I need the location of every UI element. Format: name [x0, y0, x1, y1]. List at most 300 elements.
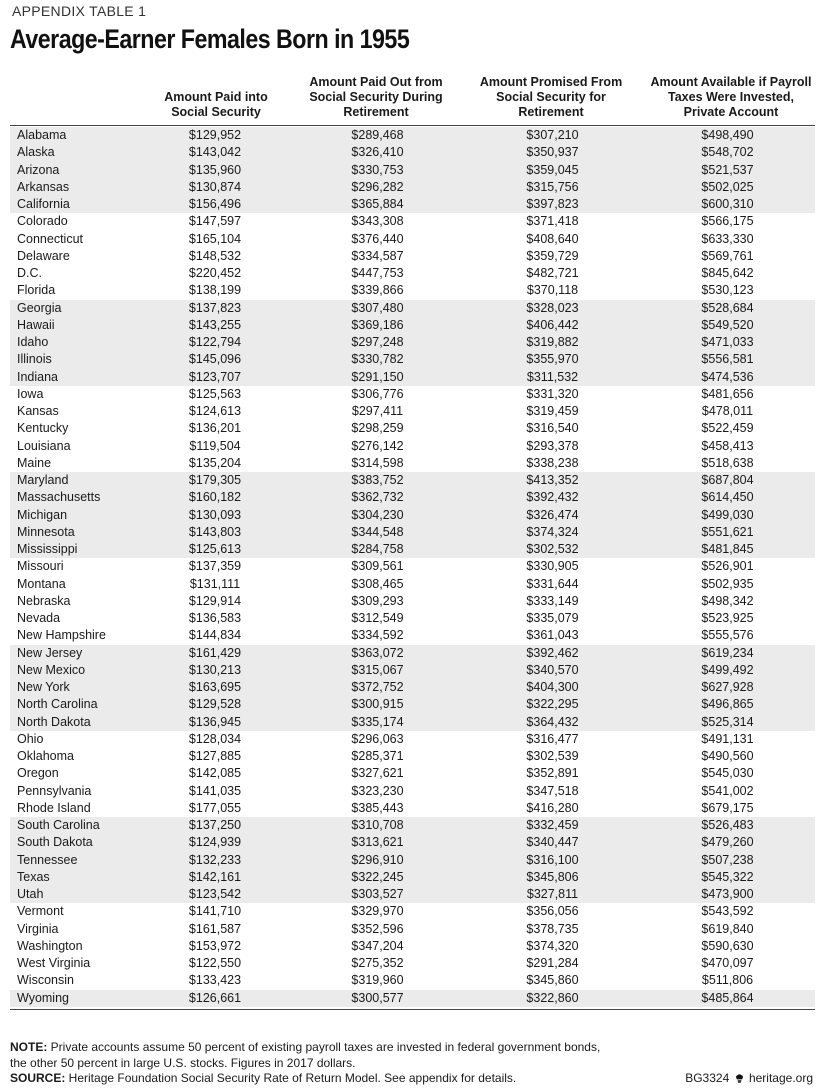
private-account-cell: $545,030 — [701, 766, 754, 781]
promised-cell: $335,079 — [526, 611, 579, 625]
promised-cell: $302,539 — [526, 749, 579, 763]
private-account-cell: $498,490 — [640, 127, 815, 144]
paid-in-cell: $136,945 — [140, 714, 290, 731]
paid-in-cell: $136,201 — [188, 421, 242, 436]
state-cell: Maryland — [10, 472, 140, 489]
column-header-promised: Amount Promised From Social Security for Retirement — [479, 75, 623, 119]
promised-cell: $345,860 — [526, 973, 579, 988]
private-account-cell: $551,621 — [640, 524, 815, 541]
paid-in-cell: $129,914 — [188, 593, 242, 608]
table-row — [10, 179, 815, 196]
table-row — [10, 524, 815, 541]
state-cell: Missouri — [17, 559, 64, 574]
table-row — [10, 852, 815, 869]
paid-out-cell: $309,561 — [351, 559, 404, 574]
promised-cell: $340,447 — [465, 834, 640, 851]
note-line — [10, 1040, 600, 1056]
promised-cell: $374,320 — [526, 938, 579, 953]
paid-in-cell: $147,597 — [188, 214, 242, 229]
state-cell: New Mexico — [10, 662, 140, 679]
table-row — [10, 231, 815, 248]
table-row — [10, 420, 815, 437]
paid-out-cell: $372,752 — [290, 679, 465, 696]
private-account-cell: $545,322 — [640, 869, 815, 886]
column-header-paid-out: Amount Paid Out from Social Security During Retirement — [309, 75, 443, 119]
promised-cell: $374,324 — [465, 524, 640, 541]
paid-out-cell: $298,259 — [351, 421, 404, 436]
private-account-cell: $525,314 — [640, 714, 815, 731]
table-row — [10, 196, 815, 213]
private-account-cell: $679,175 — [701, 800, 754, 815]
promised-cell: $347,518 — [526, 783, 579, 798]
state-cell: Utah — [10, 886, 140, 903]
table-header — [10, 74, 815, 124]
paid-in-cell: $122,794 — [140, 334, 290, 351]
table-row — [10, 334, 815, 351]
paid-in-cell: $142,085 — [188, 766, 242, 781]
private-account-cell: $526,483 — [640, 817, 815, 834]
state-cell: Georgia — [10, 300, 140, 317]
paid-out-cell: $334,592 — [351, 628, 404, 643]
paid-out-cell: $275,352 — [351, 956, 404, 970]
note-text: Private accounts assume 50 percent of existing payroll taxes are invested in federal government bonds, — [47, 1040, 601, 1054]
private-account-cell: $526,901 — [701, 559, 754, 574]
private-account-cell: $471,033 — [640, 334, 815, 351]
paid-in-cell: $127,885 — [188, 749, 242, 763]
state-cell: New Jersey — [10, 645, 140, 662]
source-text: Heritage Foundation Social Security Rate of Return Model. See appendix for details. — [65, 1071, 517, 1085]
private-account-cell: $490,560 — [701, 749, 754, 763]
promised-cell: $413,352 — [465, 472, 640, 489]
state-cell: Connecticut — [17, 231, 84, 246]
state-cell: Ohio — [17, 731, 44, 746]
table-row — [10, 472, 815, 489]
paid-out-cell: $304,230 — [290, 507, 465, 524]
paid-in-cell: $145,096 — [140, 351, 290, 368]
table-row — [10, 455, 815, 472]
private-account-cell: $845,642 — [701, 266, 754, 280]
paid-in-cell: $122,550 — [188, 956, 242, 970]
private-account-cell: $549,520 — [640, 317, 815, 334]
paid-in-cell: $148,532 — [188, 248, 242, 263]
paid-out-cell: $323,230 — [351, 783, 404, 798]
paid-in-cell: $161,429 — [140, 645, 290, 662]
private-account-cell: $485,864 — [640, 990, 815, 1007]
paid-in-cell: $143,042 — [140, 144, 290, 161]
private-account-cell: $687,804 — [640, 472, 815, 489]
paid-in-cell: $160,182 — [140, 489, 290, 506]
state-cell: Nebraska — [17, 593, 71, 608]
paid-out-cell: $447,753 — [351, 266, 404, 280]
private-account-cell: $507,238 — [640, 852, 815, 869]
state-cell: Indiana — [10, 369, 140, 386]
state-cell: Kansas — [17, 404, 59, 418]
promised-cell: $355,970 — [465, 351, 640, 368]
paid-in-cell: $137,359 — [188, 559, 242, 574]
paid-out-cell: $308,465 — [351, 576, 404, 591]
private-account-cell: $481,845 — [640, 541, 815, 558]
state-cell: South Carolina — [10, 817, 140, 834]
paid-out-cell: $284,758 — [290, 541, 465, 558]
table-row — [10, 403, 815, 420]
column-header-private-account: Amount Available if Payroll Taxes Were Invested, Private Account — [650, 75, 812, 119]
promised-cell: $416,280 — [526, 800, 579, 815]
source-label: SOURCE: — [10, 1071, 66, 1085]
paid-out-cell: $312,549 — [351, 611, 404, 625]
paid-in-cell: $143,255 — [140, 317, 290, 334]
state-cell: Florida — [17, 283, 56, 298]
table-row — [10, 558, 815, 575]
promised-cell: $404,300 — [465, 679, 640, 696]
private-account-cell: $499,030 — [640, 507, 815, 524]
table-row — [10, 489, 815, 506]
state-cell: Alaska — [10, 144, 140, 161]
table-row — [10, 282, 815, 299]
state-cell: New Hampshire — [17, 628, 106, 643]
private-account-cell: $518,638 — [701, 455, 754, 470]
state-cell: Nevada — [17, 611, 61, 625]
promised-cell: $340,570 — [465, 662, 640, 679]
paid-out-cell: $285,371 — [351, 749, 404, 763]
promised-cell: $350,937 — [465, 144, 640, 161]
paid-in-cell: $132,233 — [140, 852, 290, 869]
table-row — [10, 765, 815, 782]
promised-cell: $406,442 — [465, 317, 640, 334]
promised-cell: $370,118 — [526, 283, 579, 298]
table-row — [10, 783, 815, 800]
promised-cell: $311,532 — [465, 369, 640, 386]
state-cell: Arizona — [10, 162, 140, 179]
private-account-cell: $502,935 — [701, 576, 754, 591]
paid-in-cell: $156,496 — [140, 196, 290, 213]
state-cell: Oklahoma — [17, 749, 74, 763]
private-account-cell: $619,234 — [640, 645, 815, 662]
table-row — [10, 213, 815, 230]
paid-in-cell: $137,823 — [140, 300, 290, 317]
state-cell: Alabama — [10, 127, 140, 144]
state-cell: Oregon — [17, 766, 59, 781]
paid-in-cell: $161,587 — [188, 921, 242, 936]
table-row — [10, 248, 815, 265]
paid-in-cell: $179,305 — [140, 472, 290, 489]
private-account-cell: $474,536 — [640, 369, 815, 386]
promised-cell: $316,540 — [526, 421, 579, 436]
promised-cell: $359,729 — [526, 248, 579, 263]
paid-out-cell: $314,598 — [351, 455, 404, 470]
paid-in-cell: $143,803 — [140, 524, 290, 541]
paid-out-cell: $385,443 — [351, 800, 404, 815]
report-code: BG3324 — [685, 1071, 730, 1085]
paid-out-cell: $289,468 — [290, 127, 465, 144]
paid-out-cell: $303,527 — [290, 886, 465, 903]
paid-out-cell: $365,884 — [290, 196, 465, 213]
site-link[interactable]: heritage.org — [748, 1071, 813, 1085]
paid-in-cell: $141,035 — [188, 783, 242, 798]
paid-in-cell: $163,695 — [140, 679, 290, 696]
state-cell: New York — [10, 679, 140, 696]
paid-in-cell: $130,213 — [140, 662, 290, 679]
promised-cell: $359,045 — [465, 162, 640, 179]
paid-out-cell: $309,293 — [351, 593, 404, 608]
private-account-cell: $522,459 — [701, 421, 754, 436]
state-cell: Louisiana — [17, 438, 71, 453]
private-account-cell: $523,925 — [701, 611, 754, 625]
private-account-cell: $521,537 — [640, 162, 815, 179]
paid-in-cell: $136,583 — [188, 611, 242, 625]
table-row — [10, 990, 815, 1007]
promised-cell: $392,432 — [465, 489, 640, 506]
state-cell: Idaho — [10, 334, 140, 351]
promised-cell: $315,756 — [465, 179, 640, 196]
promised-cell: $408,640 — [526, 231, 579, 246]
promised-cell: $307,210 — [465, 127, 640, 144]
promised-cell: $326,474 — [465, 507, 640, 524]
table-row — [10, 869, 815, 886]
table-row — [10, 541, 815, 558]
table-row — [10, 127, 815, 144]
paid-out-cell: $362,732 — [290, 489, 465, 506]
state-cell: Iowa — [17, 386, 44, 401]
paid-in-cell: $129,528 — [140, 696, 290, 713]
private-account-cell: $498,342 — [701, 593, 754, 608]
state-cell: Virginia — [17, 921, 59, 936]
paid-out-cell: $297,411 — [351, 404, 404, 418]
state-cell: California — [10, 196, 140, 213]
paid-in-cell: $125,563 — [188, 386, 242, 401]
table-row — [10, 972, 815, 989]
table-row — [10, 679, 815, 696]
paid-out-cell: $291,150 — [290, 369, 465, 386]
paid-out-cell: $310,708 — [290, 817, 465, 834]
private-account-cell: $496,865 — [640, 696, 815, 713]
paid-out-cell: $296,063 — [351, 731, 404, 746]
promised-cell: $482,721 — [526, 266, 579, 280]
paid-in-cell: $124,613 — [188, 404, 242, 418]
paid-out-cell: $313,621 — [290, 834, 465, 851]
private-account-cell: $633,330 — [701, 231, 754, 246]
promised-cell: $331,644 — [526, 576, 579, 591]
promised-cell: $361,043 — [526, 628, 579, 643]
table-row — [10, 748, 815, 765]
paid-out-cell: $343,308 — [351, 214, 404, 229]
paid-in-cell: $153,972 — [188, 938, 242, 953]
header-rule — [10, 125, 815, 126]
private-account-cell: $619,840 — [701, 921, 754, 936]
table-row — [10, 265, 815, 282]
paid-in-cell: $123,542 — [140, 886, 290, 903]
promised-cell: $352,891 — [526, 766, 579, 781]
promised-cell: $331,320 — [526, 386, 579, 401]
paid-out-cell: $369,186 — [290, 317, 465, 334]
note-label: NOTE: — [10, 1040, 48, 1054]
paid-out-cell: $334,587 — [351, 248, 404, 263]
state-cell: Vermont — [17, 904, 64, 919]
column-header-paid-in: Amount Paid into Social Security — [164, 90, 268, 119]
data-table — [10, 127, 815, 1007]
paid-out-cell: $296,282 — [290, 179, 465, 196]
promised-cell: $332,459 — [465, 817, 640, 834]
state-cell: Colorado — [17, 214, 68, 229]
promised-cell: $316,100 — [465, 852, 640, 869]
state-cell: North Dakota — [10, 714, 140, 731]
promised-cell: $322,860 — [465, 990, 640, 1007]
paid-out-cell: $347,204 — [351, 938, 404, 953]
private-account-cell: $627,928 — [640, 679, 815, 696]
paid-in-cell: $144,834 — [188, 628, 242, 643]
paid-out-cell: $383,752 — [290, 472, 465, 489]
footer-rule — [10, 1009, 815, 1010]
paid-in-cell: $125,613 — [140, 541, 290, 558]
paid-in-cell: $135,960 — [140, 162, 290, 179]
paid-out-cell: $330,753 — [290, 162, 465, 179]
table-row — [10, 817, 815, 834]
paid-out-cell: $300,915 — [290, 696, 465, 713]
private-account-cell: $614,450 — [640, 489, 815, 506]
private-account-cell: $470,097 — [701, 956, 754, 970]
private-account-cell: $511,806 — [701, 973, 754, 988]
table-row — [10, 645, 815, 662]
paid-in-cell: $130,093 — [140, 507, 290, 524]
paid-out-cell: $376,440 — [351, 231, 404, 246]
promised-cell: $330,905 — [526, 559, 579, 574]
paid-out-cell: $330,782 — [290, 351, 465, 368]
paid-in-cell: $123,707 — [140, 369, 290, 386]
paid-in-cell: $133,423 — [188, 973, 242, 988]
table-row — [10, 369, 815, 386]
paid-out-cell: $300,577 — [290, 990, 465, 1007]
table-row — [10, 834, 815, 851]
paid-out-cell: $296,910 — [290, 852, 465, 869]
paid-in-cell: $129,952 — [140, 127, 290, 144]
paid-out-cell: $339,866 — [351, 283, 404, 298]
paid-out-cell: $297,248 — [290, 334, 465, 351]
state-cell: Texas — [10, 869, 140, 886]
private-account-cell: $499,492 — [640, 662, 815, 679]
table-row — [10, 144, 815, 161]
paid-out-cell: $329,970 — [351, 904, 404, 919]
table-row — [10, 800, 815, 817]
private-account-cell: $478,011 — [701, 404, 754, 418]
paid-out-cell: $315,067 — [290, 662, 465, 679]
state-cell: Illinois — [10, 351, 140, 368]
publication-code — [685, 1071, 813, 1085]
table-row — [10, 317, 815, 334]
table-row — [10, 593, 815, 610]
paid-out-cell: $363,072 — [290, 645, 465, 662]
state-cell: Washington — [17, 938, 83, 953]
private-account-cell: $473,900 — [640, 886, 815, 903]
state-cell: South Dakota — [10, 834, 140, 851]
state-cell: Rhode Island — [17, 800, 91, 815]
private-account-cell: $555,576 — [701, 628, 754, 643]
paid-in-cell: $131,111 — [189, 576, 241, 591]
private-account-cell: $479,260 — [640, 834, 815, 851]
paid-in-cell: $141,710 — [188, 904, 242, 919]
note-line-2: the other 50 percent in large U.S. stocks. Figures in 2017 dollars. — [10, 1055, 356, 1070]
state-cell: Montana — [17, 576, 66, 591]
paid-in-cell: $130,874 — [140, 179, 290, 196]
private-account-cell: $566,175 — [701, 214, 754, 229]
table-row — [10, 507, 815, 524]
private-account-cell: $548,702 — [640, 144, 815, 161]
paid-out-cell: $306,776 — [351, 386, 404, 401]
state-cell: Delaware — [17, 248, 70, 263]
state-cell: Kentucky — [17, 421, 69, 436]
private-account-cell: $502,025 — [640, 179, 815, 196]
table-row — [10, 351, 815, 368]
private-account-cell: $590,630 — [701, 938, 754, 953]
paid-in-cell: $119,504 — [189, 438, 241, 453]
table-row — [10, 300, 815, 317]
paid-in-cell: $128,034 — [188, 731, 242, 746]
promised-cell: $397,823 — [465, 196, 640, 213]
state-cell: Wisconsin — [17, 973, 74, 988]
paid-in-cell: $124,939 — [140, 834, 290, 851]
paid-in-cell: $135,204 — [188, 455, 242, 470]
promised-cell: $378,735 — [526, 921, 579, 936]
state-cell: Hawaii — [10, 317, 140, 334]
table-row — [10, 903, 815, 920]
footnotes — [10, 1040, 600, 1087]
private-account-cell: $600,310 — [640, 196, 815, 213]
state-cell: Maine — [17, 455, 52, 470]
table-row — [10, 921, 815, 938]
table-row — [10, 714, 815, 731]
table-row — [10, 731, 815, 748]
promised-cell: $328,023 — [465, 300, 640, 317]
paid-out-cell: $307,480 — [290, 300, 465, 317]
promised-cell: $319,882 — [465, 334, 640, 351]
private-account-cell: $528,684 — [640, 300, 815, 317]
paid-in-cell: $220,452 — [188, 266, 242, 280]
private-account-cell: $541,002 — [701, 783, 754, 798]
private-account-cell: $530,123 — [701, 283, 754, 298]
state-cell: D.C. — [17, 266, 42, 280]
paid-in-cell: $138,199 — [188, 283, 242, 298]
promised-cell: $333,149 — [526, 593, 579, 608]
promised-cell: $316,477 — [526, 731, 579, 746]
state-cell: Massachusetts — [10, 489, 140, 506]
table-row — [10, 938, 815, 955]
paid-out-cell: $344,548 — [290, 524, 465, 541]
state-cell: Michigan — [10, 507, 140, 524]
state-cell: Pennsylvania — [17, 783, 92, 798]
promised-cell: $356,056 — [526, 904, 579, 919]
state-cell: Tennessee — [10, 852, 140, 869]
state-cell: North Carolina — [10, 696, 140, 713]
paid-out-cell: $276,142 — [351, 438, 404, 453]
private-account-cell: $556,581 — [640, 351, 815, 368]
table-row — [10, 576, 815, 593]
table-row — [10, 886, 815, 903]
state-cell: Arkansas — [10, 179, 140, 196]
paid-in-cell: $142,161 — [140, 869, 290, 886]
promised-cell: $327,811 — [465, 886, 640, 903]
appendix-label: APPENDIX TABLE 1 — [12, 3, 147, 19]
promised-cell: $293,378 — [526, 438, 579, 453]
table-row — [10, 438, 815, 455]
table-row — [10, 955, 815, 972]
promised-cell: $345,806 — [465, 869, 640, 886]
promised-cell: $338,238 — [526, 455, 579, 470]
promised-cell: $364,432 — [465, 714, 640, 731]
promised-cell: $302,532 — [465, 541, 640, 558]
table-row — [10, 662, 815, 679]
promised-cell: $322,295 — [465, 696, 640, 713]
page-title: Average-Earner Females Born in 1955 — [10, 24, 410, 54]
private-account-cell: $569,761 — [701, 248, 754, 263]
paid-out-cell: $326,410 — [290, 144, 465, 161]
